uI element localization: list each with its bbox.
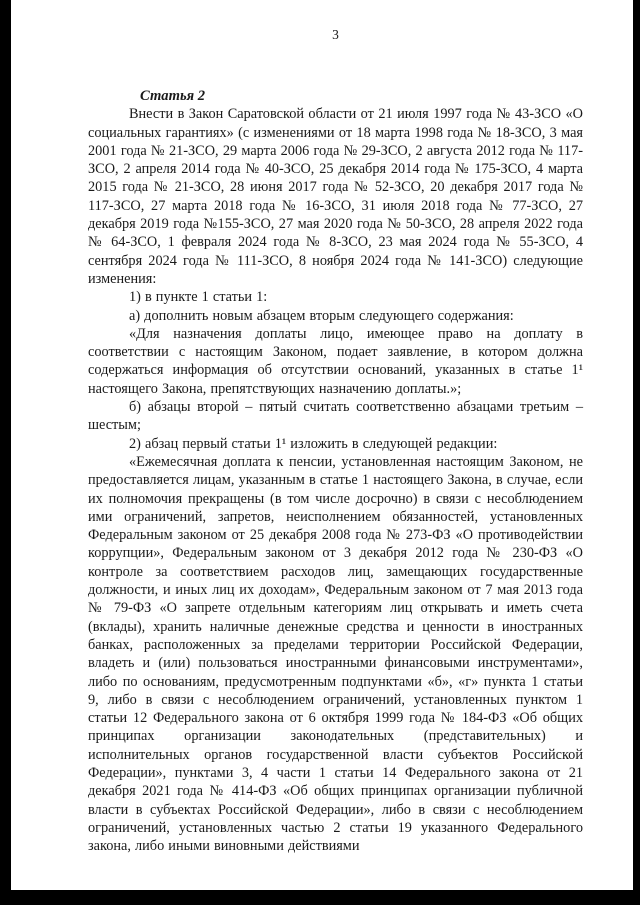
paragraph-quote-2: «Ежемесячная доплата к пенсии, установленная настоящим Законом, не предоставляется лицам, указанным в статье 1 настоящего Закона, в случае, если их полномочия прекращены (в том числе досрочно) в связи с несоблюдением ими ограничений, запретов, неисполнением обязанностей, установленных Федеральным законом от 25 декабря 2008 года № 273-ФЗ «О противодействии коррупции», Федеральным законом от 3 декабря 2012 года № 230-ФЗ «О контроле за соответствием расходов лиц, замещающих государственные должности, и иных лиц их доходам», Федеральным законом от 7 мая 2013 года № 79-ФЗ «О запрете отдельным категориям лиц открывать и иметь счета (вклады), хранить наличные денежные средства и ценности в иностранных банках, расположенных за пределами территории Российской Федерации, владеть и (или) пользоваться иностранными финансовыми инструментами», либо по основаниям, предусмотренным подпунктами «б», «г» пункта 1 статьи 9, либо в связи с несоблюдением ограничений, установленных пунктом 1 статьи 12 Федерального закона от 6 октября 1999 года № 184-ФЗ «Об общих принципах организации законодательных (представительных) и исполнительных органов государственной власти субъектов Российской Федерации», пунктами 3, 4 части 1 статьи 14 Федерального закона от 21 декабря 2021 года № 414-ФЗ «Об общих принципах организации публичной власти в субъектах Российской Федерации», либо в связи с несоблюдением ограничений, установленных частью 2 статьи 19 указанного Федерального закона, либо иными виновными действиями bbox=[88, 453, 583, 855]
page-content bbox=[88, 27, 583, 855]
scan-edge-right bbox=[633, 0, 640, 905]
paragraph-item-1: 1) в пункте 1 статьи 1: bbox=[129, 289, 268, 306]
paragraph-item-2: 2) абзац первый статьи 1¹ изложить в следующей редакции: bbox=[129, 435, 498, 452]
paragraph-quote-1: «Для назначения доплаты лицо, имеющее право на доплату в соответствии с настоящим Законом, подает заявление, в котором должна содержаться информация об отсутствии оснований, указанных в статье 1¹ настоящего Закона, препятствующих назначению доплаты.»; bbox=[88, 325, 583, 397]
article-heading: Статья 2 bbox=[140, 88, 206, 104]
paragraph-subitem-b: б) абзацы второй – пятый считать соответственно абзацами третьим – шестым; bbox=[88, 399, 583, 434]
page-number: 3 bbox=[332, 27, 339, 42]
scan-edge-left bbox=[0, 0, 11, 905]
paragraph-subitem-a: а) дополнить новым абзацем вторым следующего содержания: bbox=[129, 307, 514, 324]
paragraph-intro: Внести в Закон Саратовской области от 21 июля 1997 года № 43-ЗСО «О социальных гарантиях» (с изменениями от 18 марта 1998 года № 18-ЗСО, 3 мая 2001 года № 21-ЗСО, 29 марта 2006 года № 29-ЗСО, 2 августа 2012 года № 117-ЗСО, 2 апреля 2014 года № 40-ЗСО, 25 декабря 2014 года № 175-ЗСО, 4 марта 2015 года № 21-ЗСО, 28 июня 2017 года № 52-ЗСО, 20 декабря 2017 года № 117-ЗСО, 27 марта 2018 года № 16-ЗСО, 31 июля 2018 года № 77-ЗСО, 27 декабря 2019 года №155-ЗСО, 27 мая 2020 года № 50-ЗСО, 28 апреля 2022 года № 64-ЗСО, 1 февраля 2024 года № 8-ЗСО, 23 мая 2024 года № 55-ЗСО, 4 сентября 2024 года № 111-ЗСО, 8 ноября 2024 года № 141-ЗСО) следующие изменения: bbox=[88, 106, 583, 287]
scan-edge-bottom bbox=[0, 890, 640, 905]
